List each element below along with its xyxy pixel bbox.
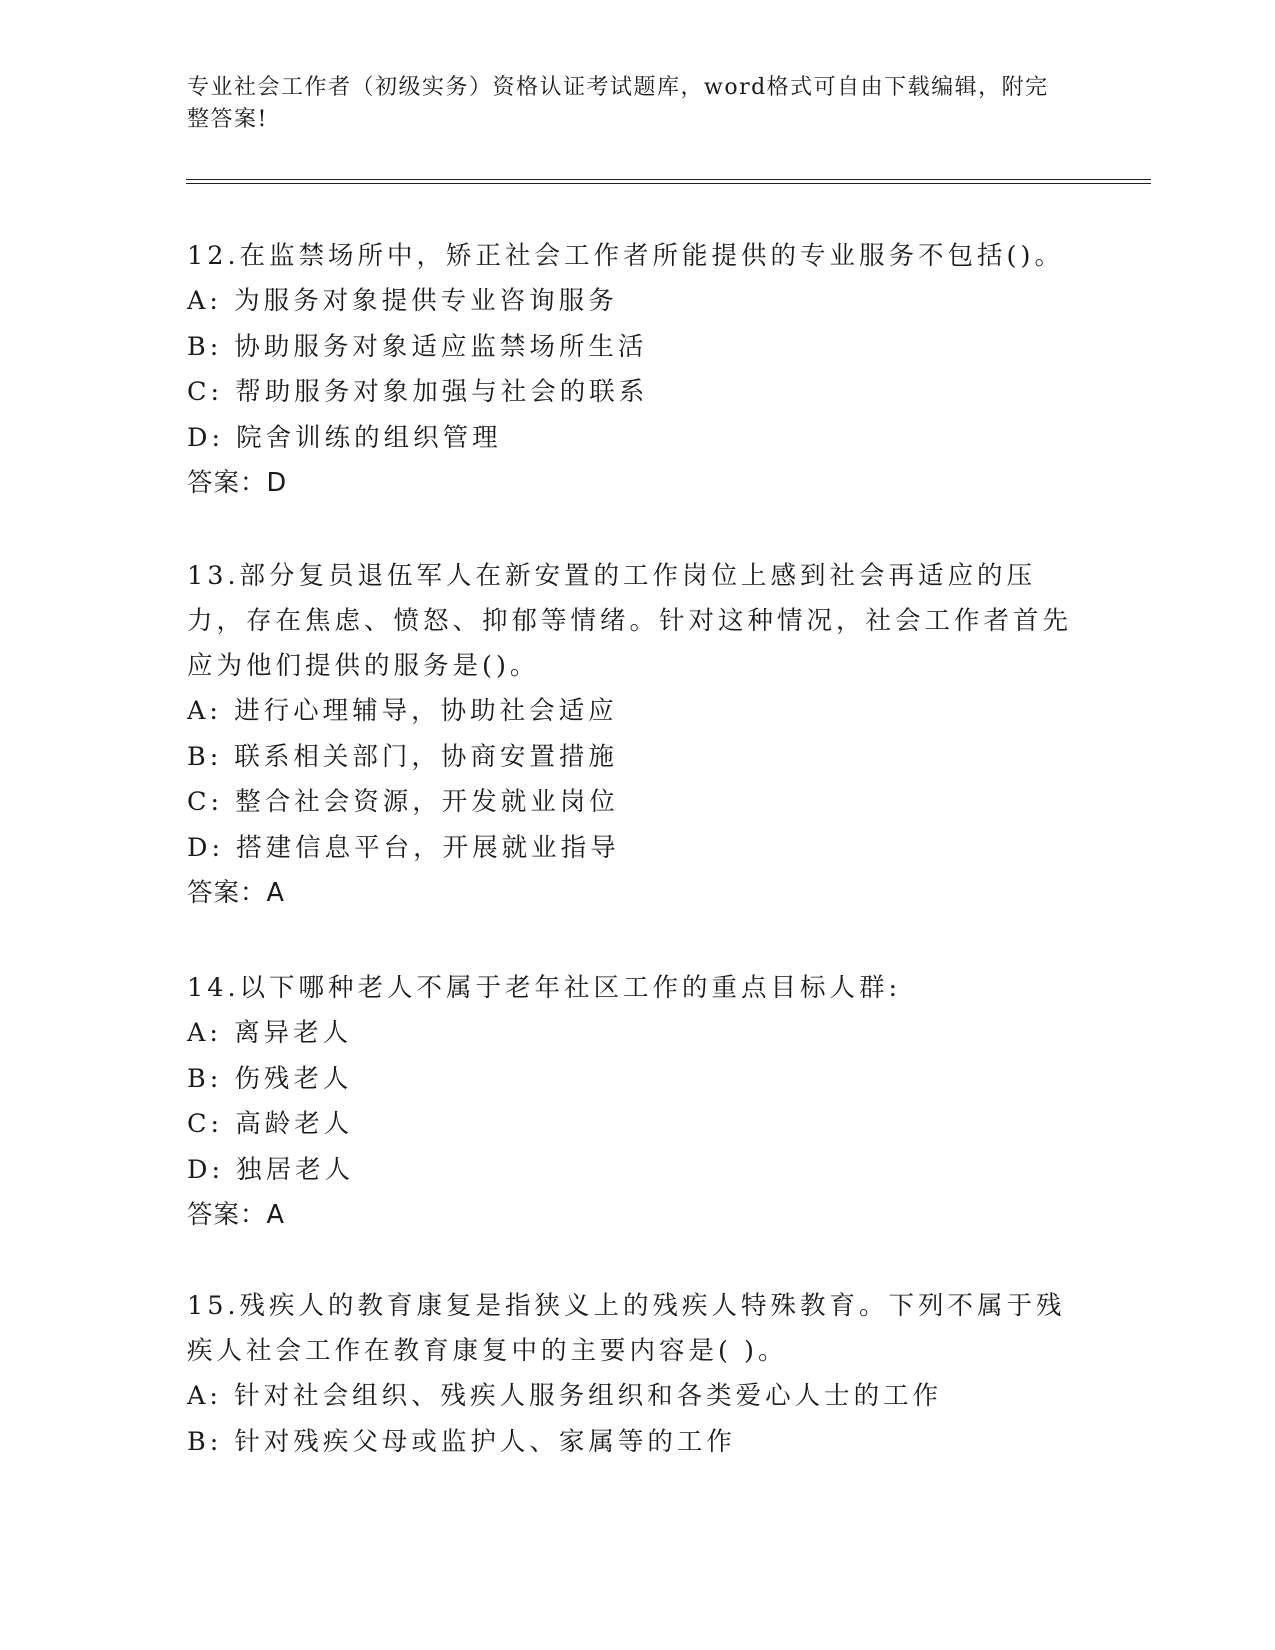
option-c: C: 帮助服务对象加强与社会的联系 xyxy=(187,377,649,407)
question-12 xyxy=(187,234,1087,507)
question-stem: 14.以下哪种老人不属于老年社区工作的重点目标人群: xyxy=(187,973,902,1003)
question-14 xyxy=(187,966,1087,1239)
option-a: A: 离异老人 xyxy=(187,1018,353,1048)
option-d: D: 独居老人 xyxy=(187,1154,355,1185)
header-divider-bottom xyxy=(186,183,1151,184)
option-c: C: 整合社会资源，开发就业岗位 xyxy=(187,787,619,817)
option-b: B: 伤残老人 xyxy=(187,1063,353,1094)
question-stem: 12.在监禁场所中，矫正社会工作者所能提供的专业服务不包括()。 xyxy=(187,241,1064,271)
answer: 答案：A xyxy=(187,1200,285,1230)
option-a: A: 进行心理辅导，协助社会适应 xyxy=(187,696,618,726)
option-d: D: 院舍训练的组织管理 xyxy=(187,422,502,453)
option-b: B: 协助服务对象适应监禁场所生活 xyxy=(187,331,648,362)
option-b: B: 针对残疾父母或监护人、家属等的工作 xyxy=(187,1426,736,1457)
answer: 答案：A xyxy=(187,878,285,908)
page-header: 专业社会工作者（初级实务）资格认证考试题库，word格式可自由下载编辑，附完整答案! xyxy=(187,75,1049,132)
option-a: A: 针对社会组织、残疾人服务组织和各类爱心人士的工作 xyxy=(187,1381,943,1411)
answer: 答案：D xyxy=(187,468,288,498)
option-c: C: 高龄老人 xyxy=(187,1109,354,1139)
header-divider-top xyxy=(186,179,1151,180)
question-stem: 15.残疾人的教育康复是指狭义上的残疾人特殊教育。下列不属于残疾人社会工作在教育康复中的主要内容是( )。 xyxy=(187,1291,1066,1366)
question-stem: 13.部分复员退伍军人在新安置的工作岗位上感到社会再适应的压力，存在焦虑、愤怒、抑郁等情绪。针对这种情况，社会工作者首先应为他们提供的服务是()。 xyxy=(187,561,1073,681)
option-b: B: 联系相关部门，协商安置措施 xyxy=(187,741,618,772)
option-d: D: 搭建信息平台，开展就业指导 xyxy=(187,832,620,863)
question-13 xyxy=(187,554,1087,917)
question-15 xyxy=(187,1284,1087,1465)
option-a: A: 为服务对象提供专业咨询服务 xyxy=(187,286,618,316)
